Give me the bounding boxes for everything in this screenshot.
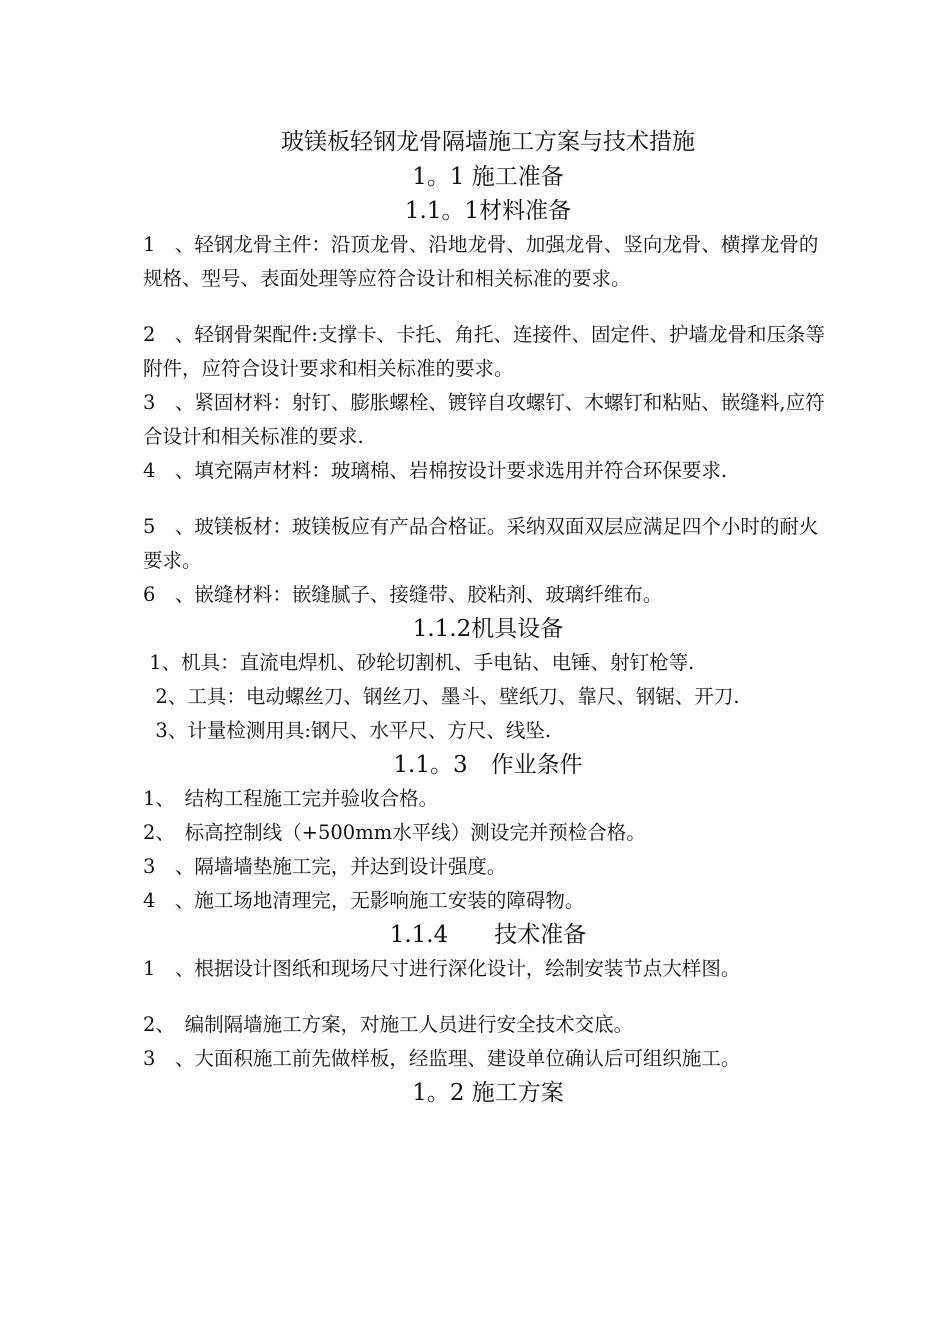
material-item-1: 1 、轻钢龙骨主件：沿顶龙骨、沿地龙骨、加强龙骨、竖向龙骨、横撑龙骨的规格、型号、表面处理等应符合设计和相关标准的要求。: [143, 233, 819, 290]
technical-item-1: 1 、根据设计图纸和现场尺寸进行深化设计，绘制安装节点大样图。: [143, 957, 741, 980]
section-heading-1-1-1: 1.1。1材料准备: [404, 198, 572, 224]
condition-item-2: 2、 标高控制线（+500mm水平线）测设完并预检合格。: [143, 821, 646, 844]
paragraph-gap: [143, 296, 833, 318]
section-heading-1-1-3: 1.1。3 作业条件: [393, 752, 583, 778]
equipment-item-2: 2、工具：电动螺丝刀、钢丝刀、墨斗、壁纸刀、靠尺、钢锯、开刀.: [143, 685, 740, 708]
equipment-item-3: 3、计量检测用具:钢尺、水平尺、方尺、线坠.: [143, 719, 552, 742]
condition-item-3: 3 、隔墙墙垫施工完，并达到设计强度。: [143, 855, 507, 878]
section-heading-1-1: 1。1 施工准备: [412, 164, 564, 190]
section-heading-1-2: 1。2 施工方案: [412, 1080, 564, 1106]
material-item-2: 2 、轻钢骨架配件:支撑卡、卡托、角托、连接件、固定件、护墙龙骨和压条等附件，应符合设计要求和相关标准的要求。: [143, 323, 825, 380]
section-heading-1-1-2: 1.1.2机具设备: [412, 616, 564, 642]
technical-item-3: 3 、大面积施工前先做样板，经监理、建设单位确认后可组织施工。: [143, 1047, 741, 1070]
document-body: [143, 124, 833, 1110]
material-item-4: 4 、填充隔声材料：玻璃棉、岩棉按设计要求选用并符合环保要求.: [143, 459, 728, 482]
section-heading-1-1-4: 1.1.4 技术准备: [389, 922, 587, 948]
condition-item-1: 1、 结构工程施工完并验收合格。: [143, 787, 439, 810]
equipment-item-1: 1、机具：直流电焊机、砂轮切割机、手电钻、电锤、射钉枪等.: [143, 651, 695, 674]
paragraph-gap: [143, 488, 833, 510]
condition-item-4: 4 、施工场地清理完，无影响施工安装的障碍物。: [143, 889, 585, 912]
document-title: 玻镁板轻钢龙骨隔墙施工方案与技术措施: [281, 129, 695, 155]
material-item-5: 5 、玻镁板材：玻镁板应有产品合格证。采纳双面双层应满足四个小时的耐火要求。: [143, 515, 819, 572]
technical-item-2: 2、 编制隔墙施工方案，对施工人员进行安全技术交底。: [143, 1013, 634, 1036]
material-item-6: 6 、嵌缝材料：嵌缝腻子、接缝带、胶粘剂、玻璃纤维布。: [143, 583, 663, 606]
paragraph-gap: [143, 986, 833, 1008]
material-item-3: 3 、紧固材料：射钉、膨胀螺栓、镀锌自攻螺钉、木螺钉和粘贴、嵌缝料,应符合设计和相关标准的要求.: [143, 391, 825, 448]
